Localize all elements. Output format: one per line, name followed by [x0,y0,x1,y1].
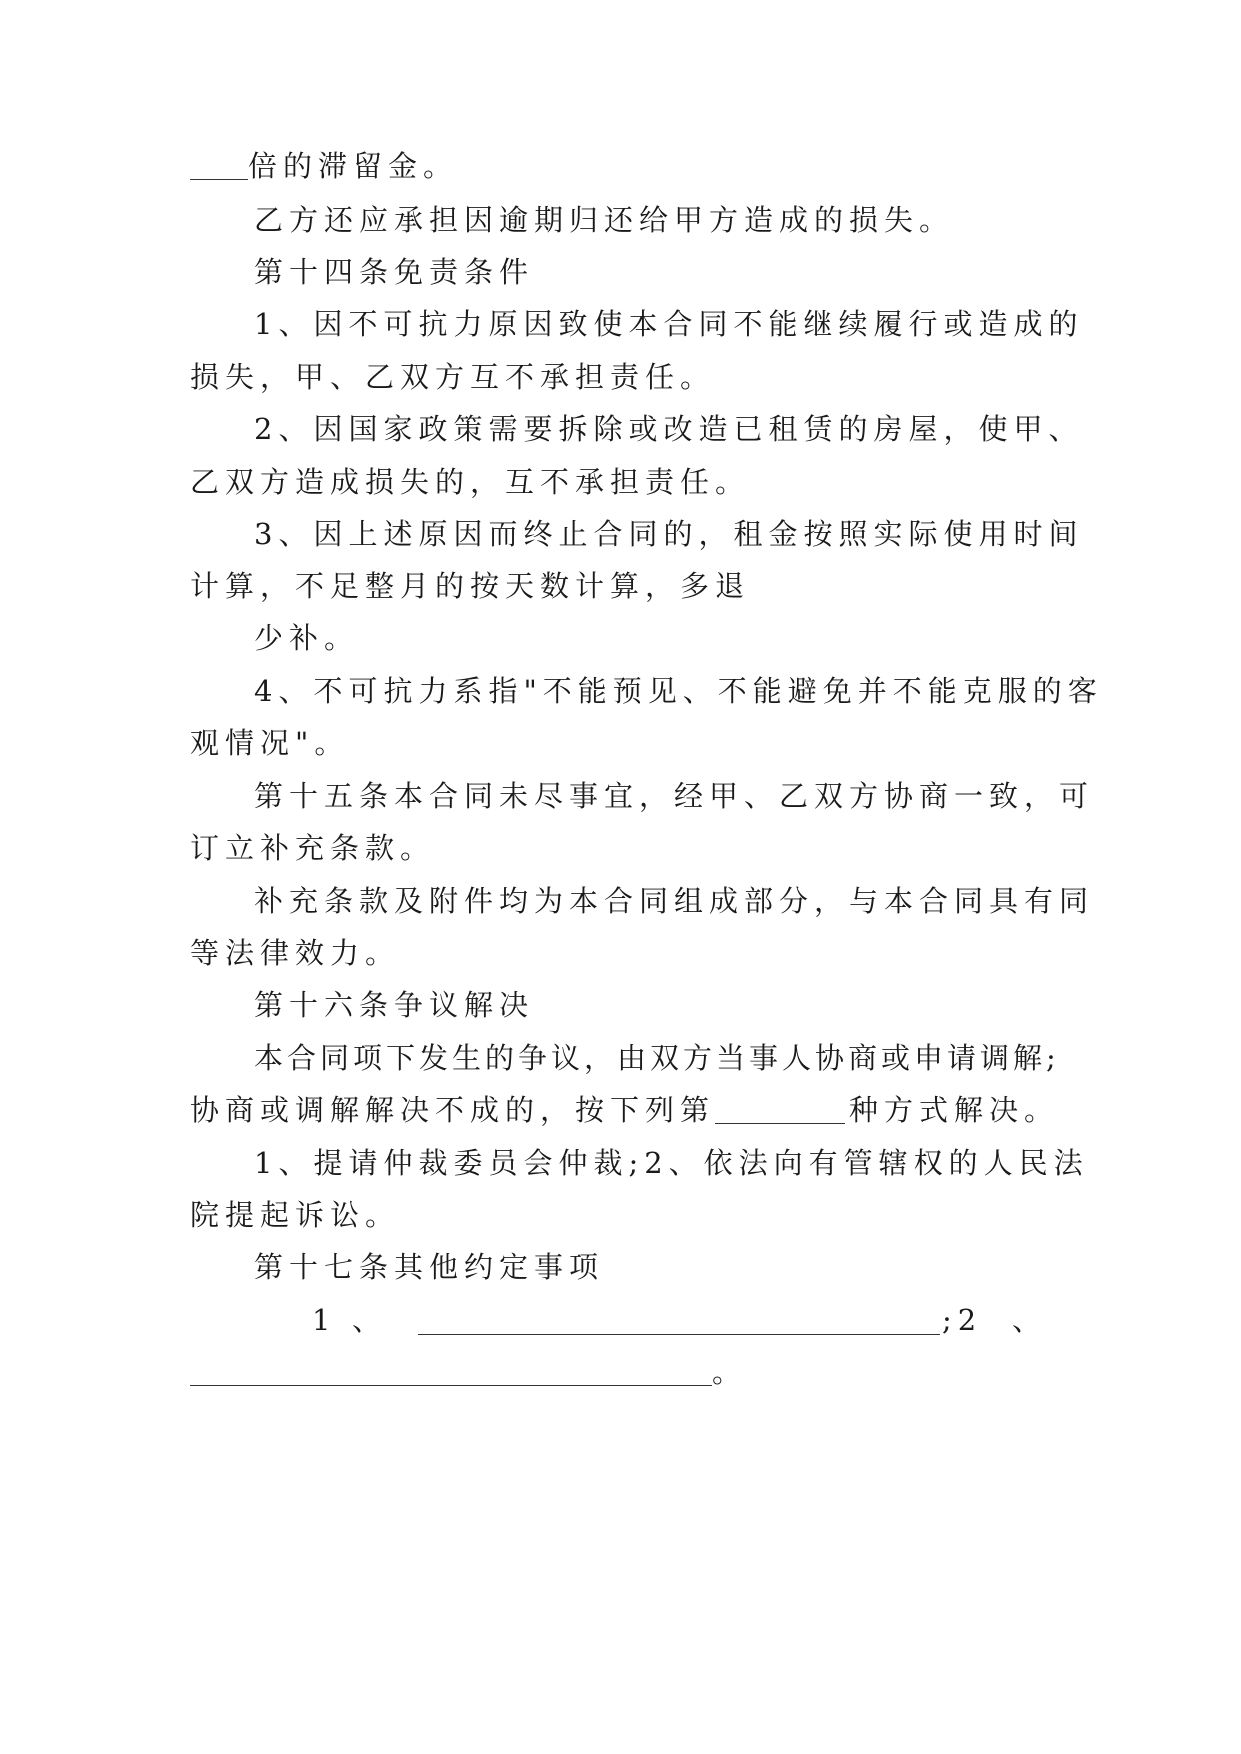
section-heading: 第十六条争议解决 [254,988,535,1022]
paragraph-line: 计算，不足整月的按天数计算，多退 [190,569,751,603]
paragraph-line: 本合同项下发生的争议，由双方当事人协商或申请调解; [254,1041,1060,1075]
paragraph-line: 协商或调解解决不成的，按下列第 种方式解决。 [190,1093,1060,1127]
fill-blank [418,1306,940,1335]
paragraph-line: 1 、 ;2 、 [312,1303,1048,1337]
paragraph-line: 院提起诉讼。 [190,1198,401,1232]
fill-blank [190,151,248,180]
section-heading: 第十七条其他约定事项 [254,1250,605,1284]
paragraph-line: 乙双方造成损失的，互不承担责任。 [190,465,751,499]
paragraph-line: 订立补充条款。 [190,831,436,865]
paragraph-line: 。 [190,1352,747,1392]
fill-blank [190,1357,712,1386]
paragraph-line: 1、因不可抗力原因致使本合同不能继续履行或造成的 [254,307,1084,341]
paragraph-line: 倍的滞留金。 [190,146,458,186]
fill-blank [715,1095,845,1124]
paragraph-line: 1、提请仲裁委员会仲裁;2、依法向有管辖权的人民法 [254,1146,1089,1180]
section-heading: 第十四条免责条件 [254,255,535,289]
paragraph-line: 等法律效力。 [190,936,401,970]
paragraph-line: 2、因国家政策需要拆除或改造已租赁的房屋，使甲、 [254,412,1084,446]
section-heading: 第十五条本合同未尽事宜，经甲、乙双方协商一致，可 [254,779,1095,813]
paragraph-line: 补充条款及附件均为本合同组成部分，与本合同具有同 [254,884,1095,918]
paragraph-line: 损失，甲、乙双方互不承担责任。 [190,360,716,394]
paragraph-line: 乙方还应承担因逾期归还给甲方造成的损失。 [254,203,955,237]
paragraph-line: 3、因上述原因而终止合同的，租金按照实际使用时间 [254,517,1084,551]
paragraph-line: 少补。 [254,621,360,655]
paragraph-line: 4、不可抗力系指"不能预见、不能避免并不能克服的客 [254,674,1103,708]
paragraph-line: 观情况"。 [190,726,350,760]
